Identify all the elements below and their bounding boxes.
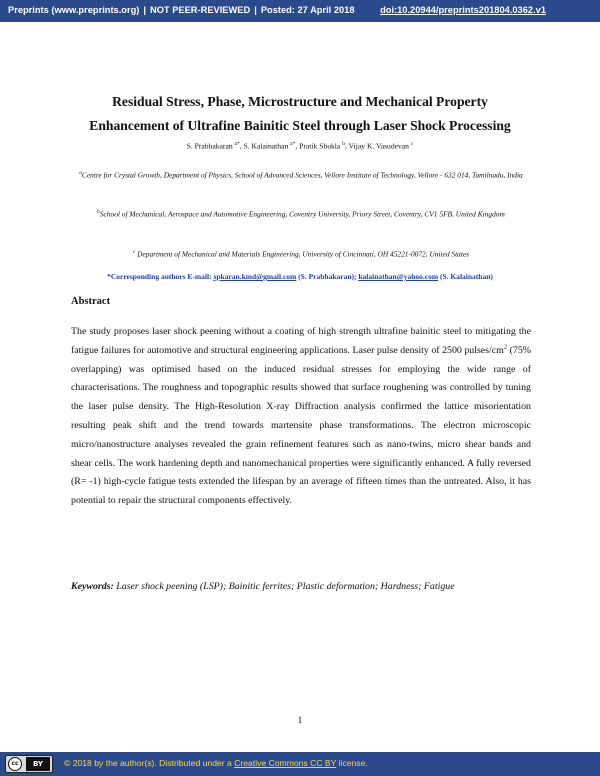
affiliation-text: Department of Mechanical and Materials Engineering, University of Cincinnati, OH 45221-0072, United States — [135, 249, 470, 259]
author-ref-2: (S. Kalainathan) — [438, 272, 493, 281]
author-name: Vijay K. Vasudevan — [348, 141, 409, 151]
cc-by-badge-icon[interactable] — [5, 755, 53, 773]
posted-date: Posted: 27 April 2018 — [260, 5, 355, 15]
email-link-1[interactable]: spkaran.kmd@gmail.com — [213, 272, 297, 281]
header-separator: | — [254, 5, 257, 15]
email-link-2[interactable]: kalainathan@yahoo.com — [358, 272, 439, 281]
affiliation-mark: a — [79, 170, 82, 176]
abstract-body — [71, 323, 531, 511]
header-info — [8, 5, 355, 15]
paper-title-line-1: Residual Stress, Phase, Microstructure and Mechanical Property — [112, 94, 488, 109]
author-name: S. Kalainathan — [243, 141, 289, 151]
affiliation-mark: b — [97, 209, 100, 215]
author-name: Pratik Shukla — [299, 141, 341, 151]
affiliation-text: School of Mechanical, Aerospace and Automotive Engineering, Coventry University, Priory Street, Coventry, CV1 5FB, United Kingdom — [99, 209, 505, 219]
corresponding-label: *Corresponding authors E-mail: — [107, 272, 214, 281]
author-list: S. Prabhakaran $^{a*}$, S. Kalainathan $^{a*}$, Pratik Shukla $^b$, Vijay K. Vasudevan $^c$ — [186, 141, 414, 151]
by-icon: BY — [26, 757, 50, 771]
keywords-list: Laser shock peening (LSP); Bainitic ferrites; Plastic deformation; Hardness; Fatigue — [113, 581, 455, 592]
author-ref-1: (S. Prabhakaran); — [296, 272, 359, 281]
author-mark: a* — [290, 141, 296, 147]
doi-link[interactable]: doi:10.20944/preprints201804.0362.v1 — [380, 5, 546, 15]
affiliation-b — [70, 204, 532, 222]
paper-title-line-2: Enhancement of Ultrafine Bainitic Steel through Laser Shock Processing — [89, 118, 511, 133]
author-mark: c — [410, 141, 414, 147]
author-mark: a* — [234, 141, 240, 147]
license-footer-bar — [0, 752, 600, 776]
header-separator: | — [143, 5, 146, 15]
review-status: NOT PEER-REVIEWED — [149, 5, 251, 15]
abstract-text: The study proposes laser shock peening without a coating of high strength ultrafine bainitic steel to mitigating the fatigue failures for automotive and structural engineering applications. Laser pulse density of 2500 pulses/cm — [71, 326, 531, 356]
abstract-text: (75% overlapping) was optimised based on the induced residual stresses for employing the wide range of characterisations. The roughness and topographic results showed that surface roughening was controlled by tuning the laser pulse density. The High-Resolution X-ray Diffraction analysis confirmed the lattice misorientation resulting peak shift and the trend towards martensite phase transformations. The electron microscopic micro/nanostructure analyses revealed the grain refinement features such as nano-twins, micro shear bands and shear cells. The work hardening depth and nanomechanical properties were significantly enhanced. A fully reversed (R= -1) high-cycle fatigue tests extended the lifespan by an average of fifteen times than the untreated. Also, it has potential to repair the structural components effectively. — [71, 344, 532, 507]
corresponding-authors — [40, 272, 560, 281]
license-link[interactable]: Creative Commons CC BY — [234, 758, 337, 768]
keywords-label: Keywords: — [71, 581, 114, 592]
affiliation-a — [70, 165, 532, 183]
abstract-superscript: 2 — [503, 343, 508, 351]
license-suffix: license. — [336, 758, 368, 768]
page-number: 1 — [297, 715, 303, 725]
preprint-header-bar — [0, 0, 600, 22]
source-link[interactable]: Preprints (www.preprints.org) — [8, 5, 140, 15]
affiliation-text: Centre for Crystal Growth, Department of Physics, School of Advanced Sciences, Vellore Institute of Technology, Vellore - 632 014, Tamilnadu, India — [81, 170, 523, 180]
keywords — [71, 581, 541, 592]
cc-icon: cc — [8, 757, 22, 771]
affiliation-c — [70, 244, 532, 262]
author-mark: b — [342, 141, 345, 147]
license-text — [64, 758, 368, 768]
license-prefix: © 2018 by the author(s). Distributed under a — [64, 758, 235, 768]
affiliation-mark: c — [132, 249, 136, 255]
abstract-heading: Abstract — [71, 296, 111, 307]
author-name: S. Prabhakaran — [186, 141, 233, 151]
